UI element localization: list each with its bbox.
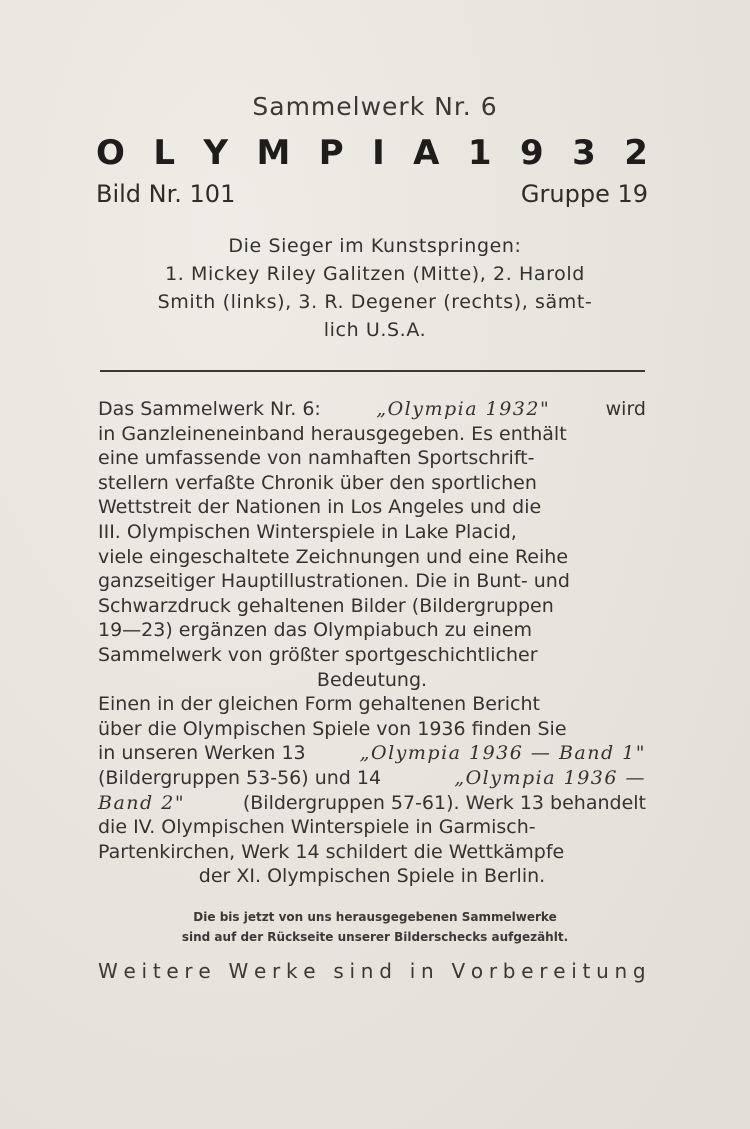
text-line: III. Olympischen Winterspiele in Lake Placid, <box>98 520 517 543</box>
text-line: Partenkirchen, Werk 14 schildert die Wettkämpfe <box>98 840 565 863</box>
text-line: Sammelwerk von größter sportgeschichtlicher <box>98 643 538 666</box>
book-title: „Olympia 1932" <box>376 398 551 420</box>
footer-letter: s <box>333 959 344 983</box>
title-letter: 3 <box>572 133 596 173</box>
book-title: „Olympia 1936 — Band 1" <box>359 742 646 765</box>
series-label: Sammelwerk Nr. 6 <box>252 92 498 121</box>
footer-letter: i <box>409 959 416 983</box>
footer-letter: t <box>152 959 161 983</box>
text-line <box>98 791 646 816</box>
text-line: über die Olympischen Spiele von 1936 finden Sie <box>98 717 567 740</box>
caption-line: lich U.S.A. <box>323 319 427 341</box>
footer-letter: b <box>502 959 516 983</box>
text-line: viele eingeschaltete Zeichnungen und eine Reihe <box>98 545 569 568</box>
footnote-line: Die bis jetzt von uns herausgegebenen Sammelwerke <box>193 910 557 924</box>
footer-letter: i <box>349 959 356 983</box>
title-letter: O <box>96 133 125 173</box>
text-line: Einen in der gleichen Form gehaltenen Bericht <box>98 693 540 716</box>
book-title: Band 2" <box>98 791 186 814</box>
footer-letter <box>321 959 327 983</box>
footer-letter: e <box>166 959 179 983</box>
picture-number: Bild Nr. 101 <box>96 180 236 208</box>
footer-letter: u <box>596 959 609 983</box>
footer-letter: r <box>272 959 281 983</box>
footer-letter: W <box>98 959 118 983</box>
text-line <box>98 741 646 766</box>
footer-letter <box>216 959 222 983</box>
title-letter: L <box>153 133 175 173</box>
title-letter: 2 <box>624 133 648 173</box>
title-letter: A <box>413 133 440 173</box>
footer-letter: e <box>553 959 566 983</box>
group-number: Gruppe 19 <box>520 180 648 208</box>
text-line: Schwarzdruck gehaltenen Bilder (Bildergruppen <box>98 594 554 617</box>
footer-letter: V <box>451 959 466 983</box>
title-letter: 9 <box>520 133 544 173</box>
footer-letter: o <box>470 959 484 983</box>
footer-letter: k <box>285 959 298 983</box>
footer-letter: i <box>571 959 577 983</box>
text-segment: in unseren Werken 13 <box>98 742 306 765</box>
footer-letter: r <box>488 959 498 983</box>
text-line: die IV. Olympischen Winterspiele in Garmisch- <box>98 816 536 839</box>
footer-letter <box>398 959 404 983</box>
footer-letter: e <box>123 959 136 983</box>
text-line <box>98 766 646 791</box>
title-letter: Y <box>203 133 229 173</box>
footer-letter: e <box>253 959 267 983</box>
picture-caption <box>100 232 650 344</box>
text-line: ganzseitiger Hauptillustrationen. Die in Bunt- und <box>98 570 570 593</box>
caption-line: 1. Mickey Riley Galitzen (Mitte), 2. Harold <box>165 263 585 285</box>
footer-letter: t <box>582 959 591 983</box>
title-letter: I <box>372 133 385 173</box>
footer-letter: e <box>521 959 534 983</box>
footer-letter: r <box>539 959 548 983</box>
footer-letter: g <box>632 959 646 983</box>
description-text <box>98 397 646 889</box>
text-line: eine umfassende von namhaften Sportschrift- <box>98 447 535 470</box>
footer-letter: n <box>360 959 374 983</box>
text-segment: (Bildergruppen 57-61). Werk 13 behandelt <box>242 791 646 814</box>
title-letter: M <box>256 133 291 173</box>
footer-letter: d <box>379 959 392 983</box>
text-segment: Das Sammelwerk Nr. 6: <box>98 398 321 420</box>
footnote-line: sind auf der Rückseite unserer Bilderschecks aufgezählt. <box>181 930 569 944</box>
footnote <box>0 907 750 947</box>
footer-letter: e <box>303 959 316 983</box>
divider-rule <box>100 370 645 372</box>
footer-letter: r <box>184 959 193 983</box>
footer-letter: e <box>198 959 211 983</box>
text-segment: (Bildergruppen 53-56) und 14 <box>98 766 382 789</box>
text-line: Wettstreit der Nationen in Los Angeles und die <box>98 496 542 519</box>
footer-letter: n <box>420 959 434 983</box>
caption-line: Smith (links), 3. R. Degener (rechts), sämt- <box>157 291 593 313</box>
text-line: der XI. Olympischen Spiele in Berlin. <box>198 865 546 888</box>
footer-letter: i <box>141 959 148 983</box>
footer-line <box>98 959 646 983</box>
footer-letter: W <box>228 959 249 983</box>
caption-line: Die Sieger im Kunstspringen: <box>228 235 522 257</box>
text-line: stellern verfaßte Chronik über den sportlichen <box>98 471 537 494</box>
card-title <box>96 133 648 173</box>
text-segment: wird <box>605 398 646 420</box>
text-line: Bedeutung. <box>316 668 428 691</box>
footer-letter <box>439 959 445 983</box>
text-line: in Ganzleineneinband herausgegeben. Es enthält <box>98 422 567 445</box>
book-title: „Olympia 1936 — <box>454 766 646 789</box>
footer-letter: n <box>614 959 628 983</box>
text-line <box>98 397 646 422</box>
text-line: 19—23) ergänzen das Olympiabuch zu einem <box>98 619 532 642</box>
card-meta-row <box>96 180 648 208</box>
title-letter: P <box>318 133 344 173</box>
title-letter: 1 <box>467 133 492 173</box>
